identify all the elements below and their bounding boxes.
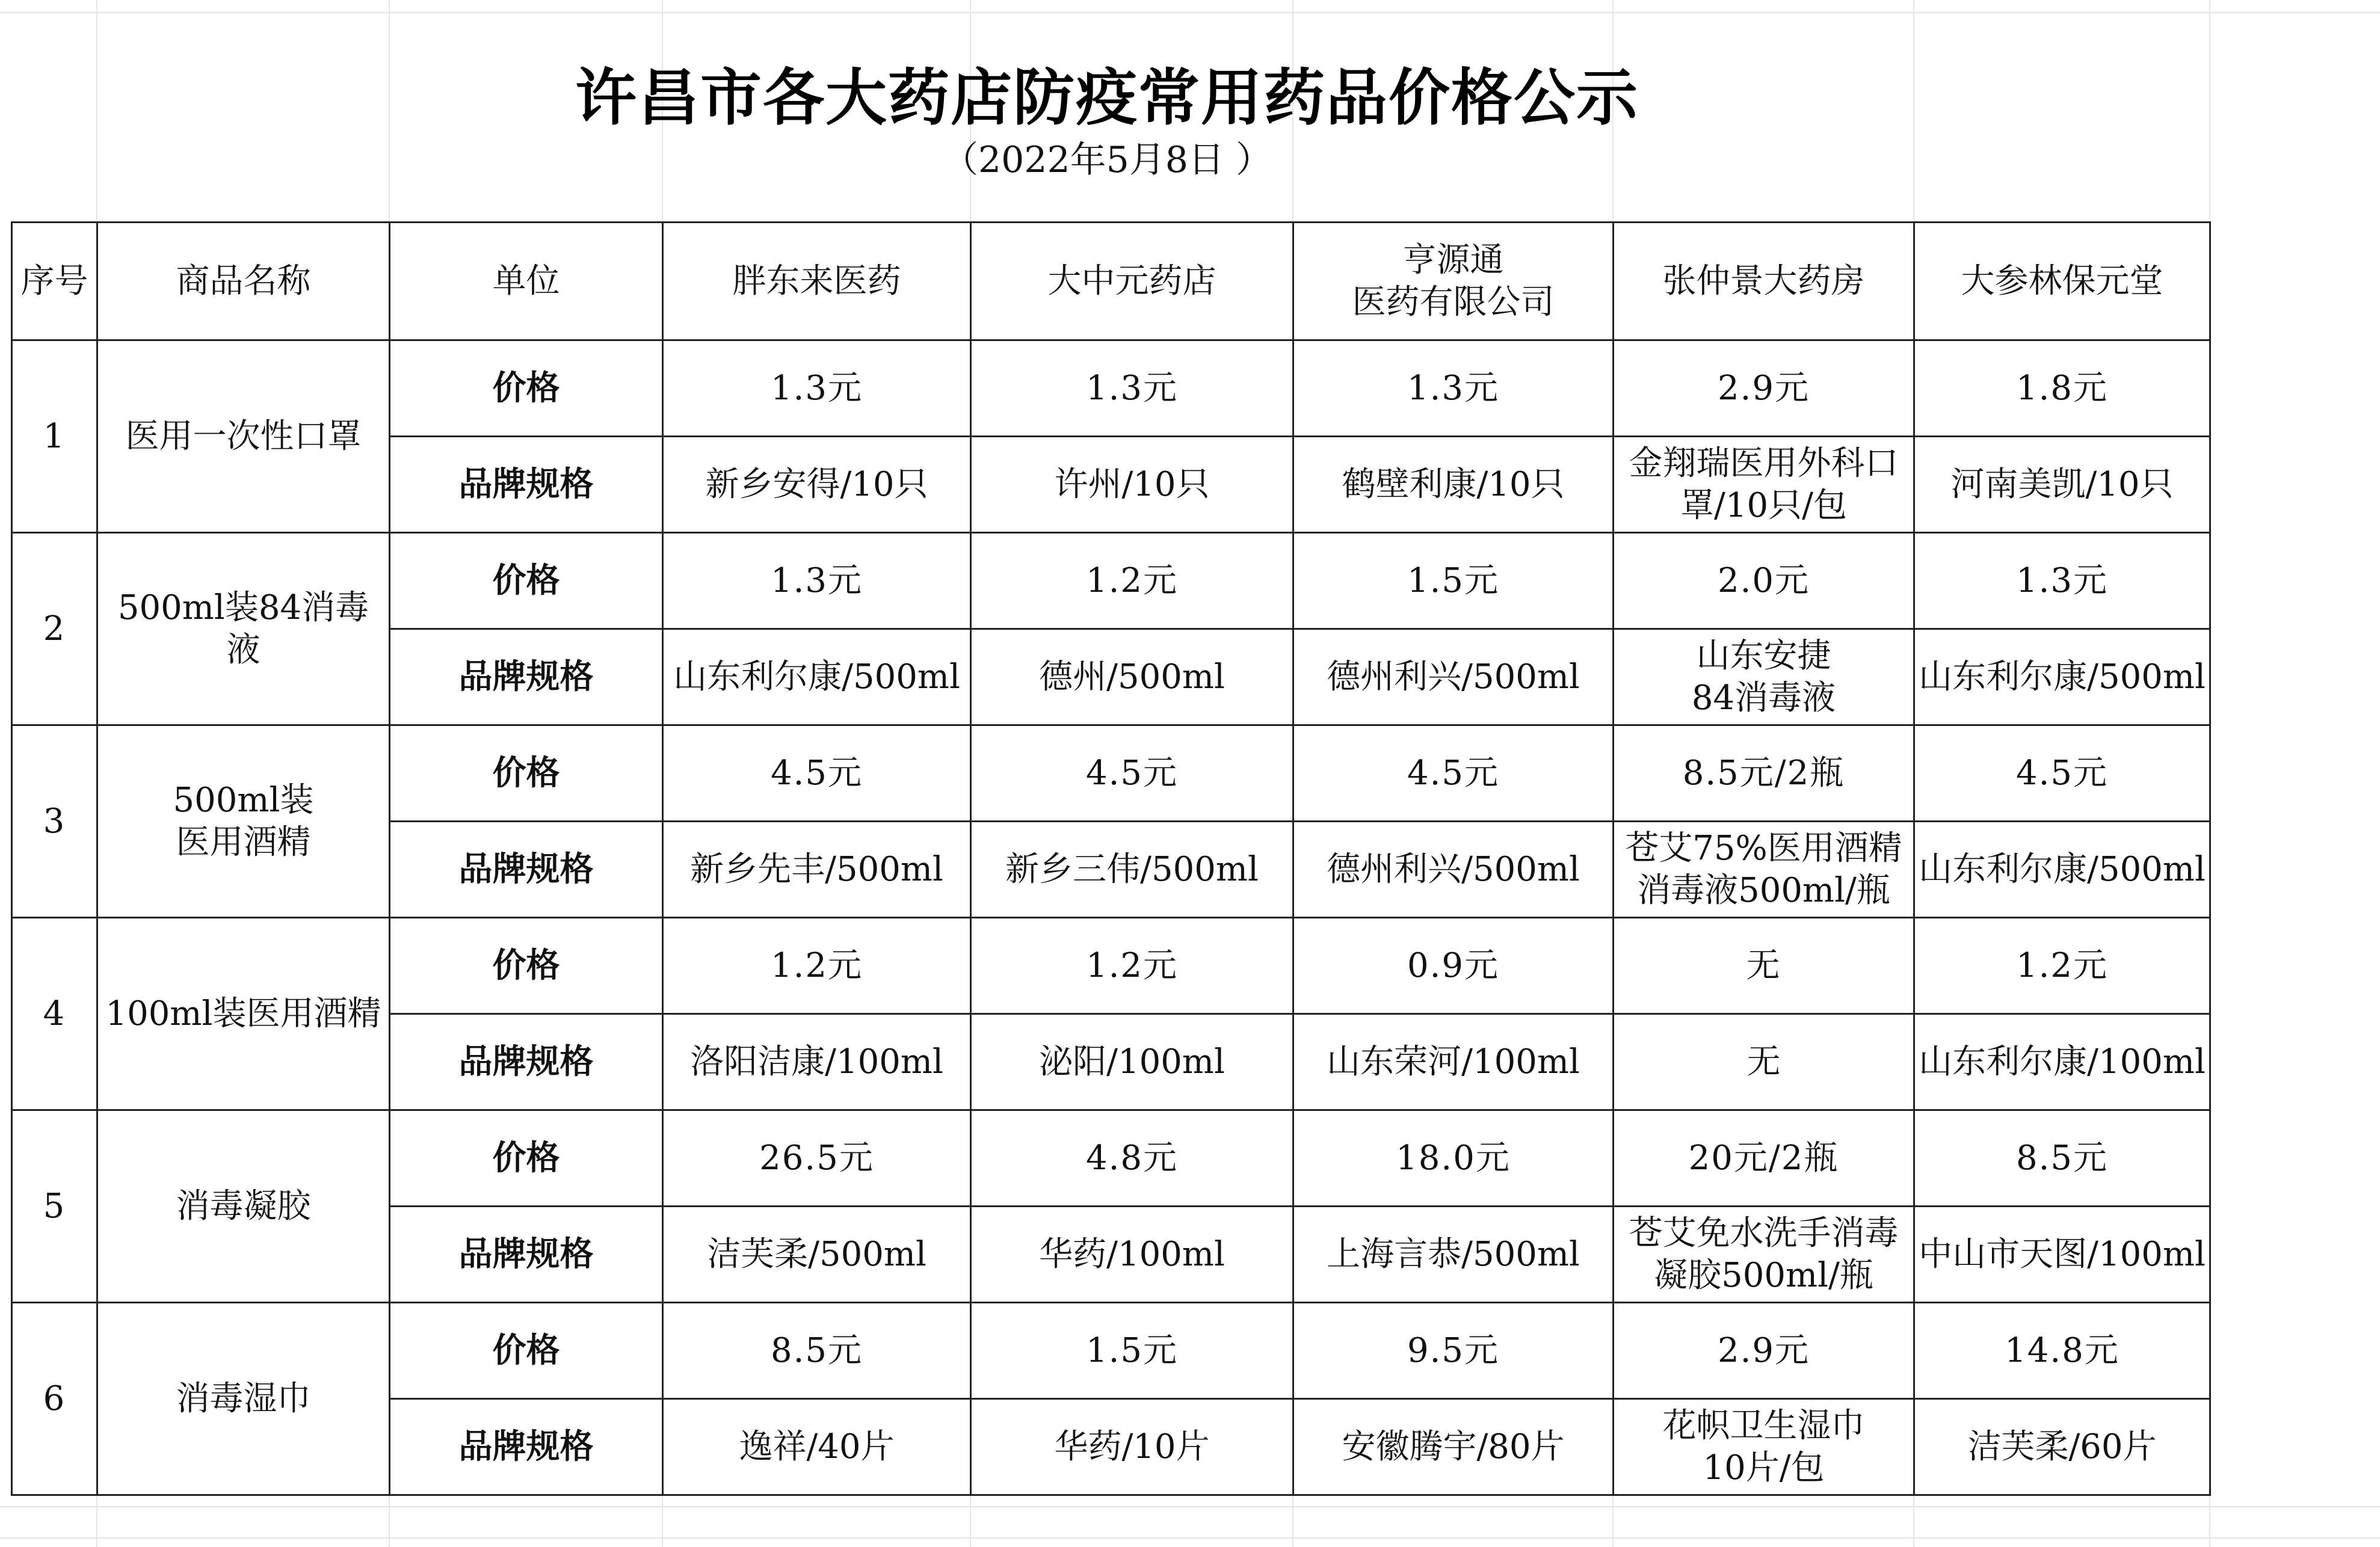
brand-cell: 洁芙柔/500ml (663, 1207, 971, 1303)
price-cell: 0.9元 (1293, 918, 1614, 1014)
row-seq: 2 (12, 533, 97, 725)
unit-label-price: 价格 (390, 533, 663, 629)
product-name: 消毒凝胶 (97, 1110, 390, 1303)
product-name: 消毒湿巾 (97, 1303, 390, 1495)
price-cell: 2.9元 (1614, 1303, 1914, 1399)
price-cell: 1.5元 (1293, 533, 1614, 629)
table-row (12, 725, 2210, 822)
price-cell: 1.2元 (971, 918, 1293, 1014)
price-cell: 18.0元 (1293, 1110, 1614, 1207)
header-store-3: 亨源通 医药有限公司 (1293, 223, 1614, 340)
brand-cell: 苍艾75%医用酒精消毒液500ml/瓶 (1614, 822, 1914, 918)
brand-cell: 德州利兴/500ml (1293, 629, 1614, 725)
price-cell: 9.5元 (1293, 1303, 1614, 1399)
brand-cell: 山东利尔康/100ml (1914, 1014, 2210, 1110)
price-cell: 无 (1614, 918, 1914, 1014)
price-cell: 2.9元 (1614, 340, 1914, 437)
price-cell: 26.5元 (663, 1110, 971, 1207)
unit-label-price: 价格 (390, 340, 663, 437)
header-unit: 单位 (390, 223, 663, 340)
price-cell: 1.3元 (971, 340, 1293, 437)
header-store-5: 大参林保元堂 (1914, 223, 2210, 340)
brand-cell: 鹤壁利康/10只 (1293, 437, 1614, 533)
header-product: 商品名称 (97, 223, 390, 340)
page-title: 许昌市各大药店防疫常用药品价格公示 (575, 63, 1639, 134)
table-row (12, 1303, 2210, 1399)
row-seq: 6 (12, 1303, 97, 1495)
brand-cell: 中山市天图/100ml (1914, 1207, 2210, 1303)
row-seq: 3 (12, 725, 97, 918)
price-cell: 1.2元 (663, 918, 971, 1014)
unit-label-brand: 品牌规格 (390, 1014, 663, 1110)
brand-cell: 河南美凯/10只 (1914, 437, 2210, 533)
unit-label-brand: 品牌规格 (390, 822, 663, 918)
unit-label-brand: 品牌规格 (390, 1207, 663, 1303)
unit-label-price: 价格 (390, 1110, 663, 1207)
brand-cell: 新乡先丰/500ml (663, 822, 971, 918)
product-name: 100ml装医用酒精 (97, 918, 390, 1110)
unit-label-price: 价格 (390, 1303, 663, 1399)
table-row (12, 340, 2210, 437)
header-row (12, 223, 2210, 340)
header-store-4: 张仲景大药房 (1614, 223, 1914, 340)
brand-cell: 新乡安得/10只 (663, 437, 971, 533)
unit-label-price: 价格 (390, 918, 663, 1014)
row-seq: 5 (12, 1110, 97, 1303)
table-row (12, 533, 2210, 629)
price-cell: 14.8元 (1914, 1303, 2210, 1399)
price-cell: 20元/2瓶 (1614, 1110, 1914, 1207)
price-cell: 4.5元 (971, 725, 1293, 822)
product-name: 医用一次性口罩 (97, 340, 390, 533)
brand-cell: 山东利尔康/500ml (663, 629, 971, 725)
brand-cell: 山东利尔康/500ml (1914, 629, 2210, 725)
brand-cell: 金翔瑞医用外科口罩/10只/包 (1614, 437, 1914, 533)
row-seq: 4 (12, 918, 97, 1110)
brand-cell: 德州/500ml (971, 629, 1293, 725)
brand-cell: 无 (1614, 1014, 1914, 1110)
price-cell: 1.2元 (1914, 918, 2210, 1014)
unit-label-price: 价格 (390, 725, 663, 822)
brand-cell: 洛阳洁康/100ml (663, 1014, 971, 1110)
brand-cell: 逸祥/40片 (663, 1399, 971, 1495)
price-cell: 2.0元 (1614, 533, 1914, 629)
table-row (12, 918, 2210, 1014)
price-cell: 8.5元/2瓶 (1614, 725, 1914, 822)
brand-cell: 许州/10只 (971, 437, 1293, 533)
brand-cell: 山东荣河/100ml (1293, 1014, 1614, 1110)
unit-label-brand: 品牌规格 (390, 437, 663, 533)
brand-cell: 上海言恭/500ml (1293, 1207, 1614, 1303)
brand-cell: 新乡三伟/500ml (971, 822, 1293, 918)
brand-cell: 洁芙柔/60片 (1914, 1399, 2210, 1495)
header-store-2: 大中元药店 (971, 223, 1293, 340)
product-name: 500ml装84消毒液 (97, 533, 390, 725)
brand-cell: 苍艾免水洗手消毒凝胶500ml/瓶 (1614, 1207, 1914, 1303)
price-cell: 1.3元 (1914, 533, 2210, 629)
price-cell: 1.5元 (971, 1303, 1293, 1399)
unit-label-brand: 品牌规格 (390, 1399, 663, 1495)
page-date: （2022年5月8日 ） (942, 139, 1272, 181)
brand-cell: 山东利尔康/500ml (1914, 822, 2210, 918)
product-name: 500ml装 医用酒精 (97, 725, 390, 918)
unit-label-brand: 品牌规格 (390, 629, 663, 725)
brand-cell: 华药/10片 (971, 1399, 1293, 1495)
price-cell: 8.5元 (1914, 1110, 2210, 1207)
price-cell: 4.8元 (971, 1110, 1293, 1207)
price-cell: 4.5元 (1914, 725, 2210, 822)
brand-cell: 德州利兴/500ml (1293, 822, 1614, 918)
price-table (11, 221, 2211, 1496)
brand-cell: 华药/100ml (971, 1207, 1293, 1303)
row-seq: 1 (12, 340, 97, 533)
price-cell: 1.8元 (1914, 340, 2210, 437)
table-row (12, 1110, 2210, 1207)
brand-cell: 花帜卫生湿巾 10片/包 (1614, 1399, 1914, 1495)
price-cell: 1.2元 (971, 533, 1293, 629)
price-cell: 4.5元 (663, 725, 971, 822)
price-cell: 1.3元 (663, 340, 971, 437)
price-cell: 1.3元 (1293, 340, 1614, 437)
header-seq: 序号 (12, 223, 97, 340)
header-store-1: 胖东来医药 (663, 223, 971, 340)
price-cell: 4.5元 (1293, 725, 1614, 822)
brand-cell: 泌阳/100ml (971, 1014, 1293, 1110)
price-cell: 1.3元 (663, 533, 971, 629)
brand-cell: 安徽腾宇/80片 (1293, 1399, 1614, 1495)
price-cell: 8.5元 (663, 1303, 971, 1399)
brand-cell: 山东安捷 84消毒液 (1614, 629, 1914, 725)
